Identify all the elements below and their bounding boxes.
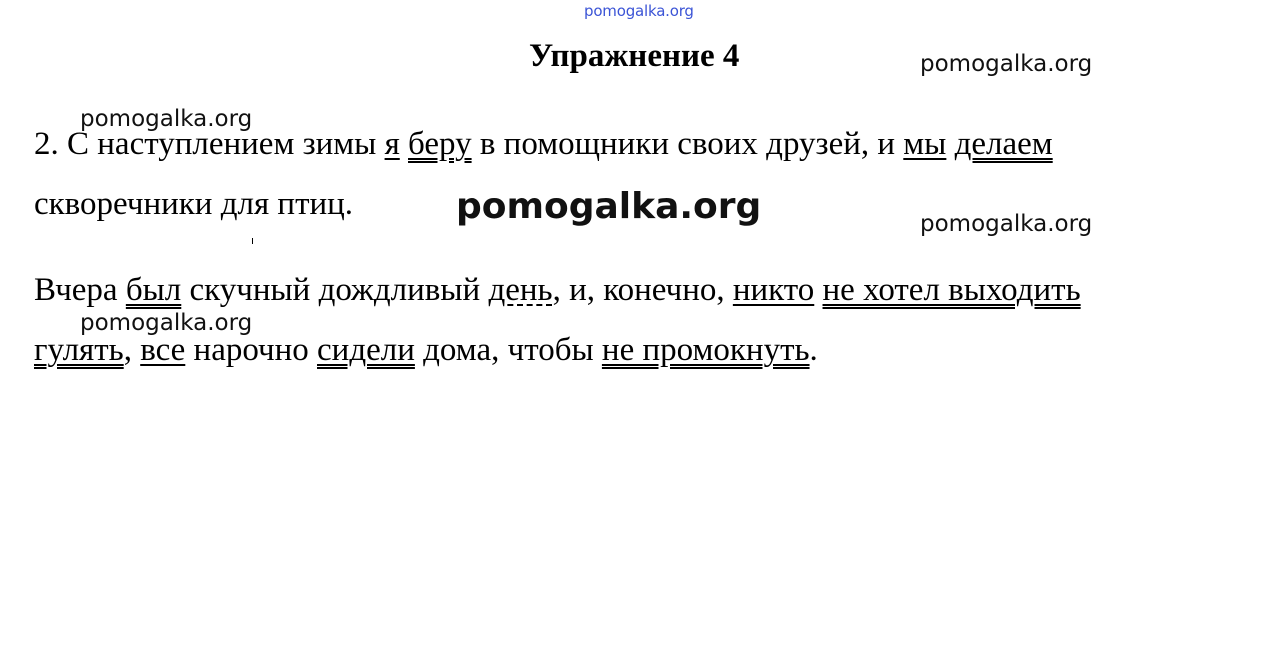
text-fragment: Вчера	[34, 272, 126, 308]
sentence-3-line-1	[34, 270, 1081, 310]
watermark-top-right: pomogalka.org	[920, 51, 1093, 77]
predicate-underlined: беру	[408, 126, 472, 162]
text-fragment: ,	[123, 332, 141, 368]
top-watermark: pomogalka.org	[584, 2, 694, 20]
predicate-underlined: не промокнуть	[601, 332, 810, 368]
text-fragment	[814, 272, 822, 308]
predicate-underlined: был	[125, 272, 182, 308]
exercise-title: Упражнение 4	[529, 38, 740, 74]
subject-underlined: все	[140, 332, 186, 368]
predicate-underlined: сидели	[317, 332, 415, 368]
text-fragment	[400, 126, 408, 162]
text-fragment: дома, чтобы	[414, 332, 602, 368]
predicate-underlined: не хотел выходить	[822, 272, 1081, 308]
watermark-left-1: pomogalka.org	[80, 106, 253, 132]
sentence-2-line-2	[34, 184, 353, 224]
text-fragment: , и, конечно,	[552, 272, 733, 308]
sentence-2-line-1	[34, 124, 1053, 164]
text-fragment	[946, 126, 954, 162]
text-fragment: в помощники своих друзей, и	[471, 126, 904, 162]
sentence-3-line-2	[34, 330, 818, 370]
subject-underlined: день	[488, 272, 553, 308]
stray-mark	[252, 238, 253, 244]
subject-underlined: никто	[732, 272, 815, 308]
text-fragment: нарочно	[185, 332, 318, 368]
text-fragment: .	[809, 332, 818, 368]
text-fragment: скучный дождливый	[181, 272, 489, 308]
subject-underlined: я	[384, 126, 400, 162]
subject-underlined: мы	[903, 126, 947, 162]
text-fragment: 2. С наступлением зимы	[34, 126, 385, 162]
text-fragment: скворечники для птиц.	[34, 186, 354, 222]
watermark-left-2: pomogalka.org	[80, 310, 253, 336]
watermark-right-2: pomogalka.org	[920, 211, 1093, 237]
predicate-underlined: гулять	[34, 332, 124, 368]
watermark-center: pomogalka.org	[456, 186, 762, 227]
predicate-underlined: делаем	[954, 126, 1053, 162]
